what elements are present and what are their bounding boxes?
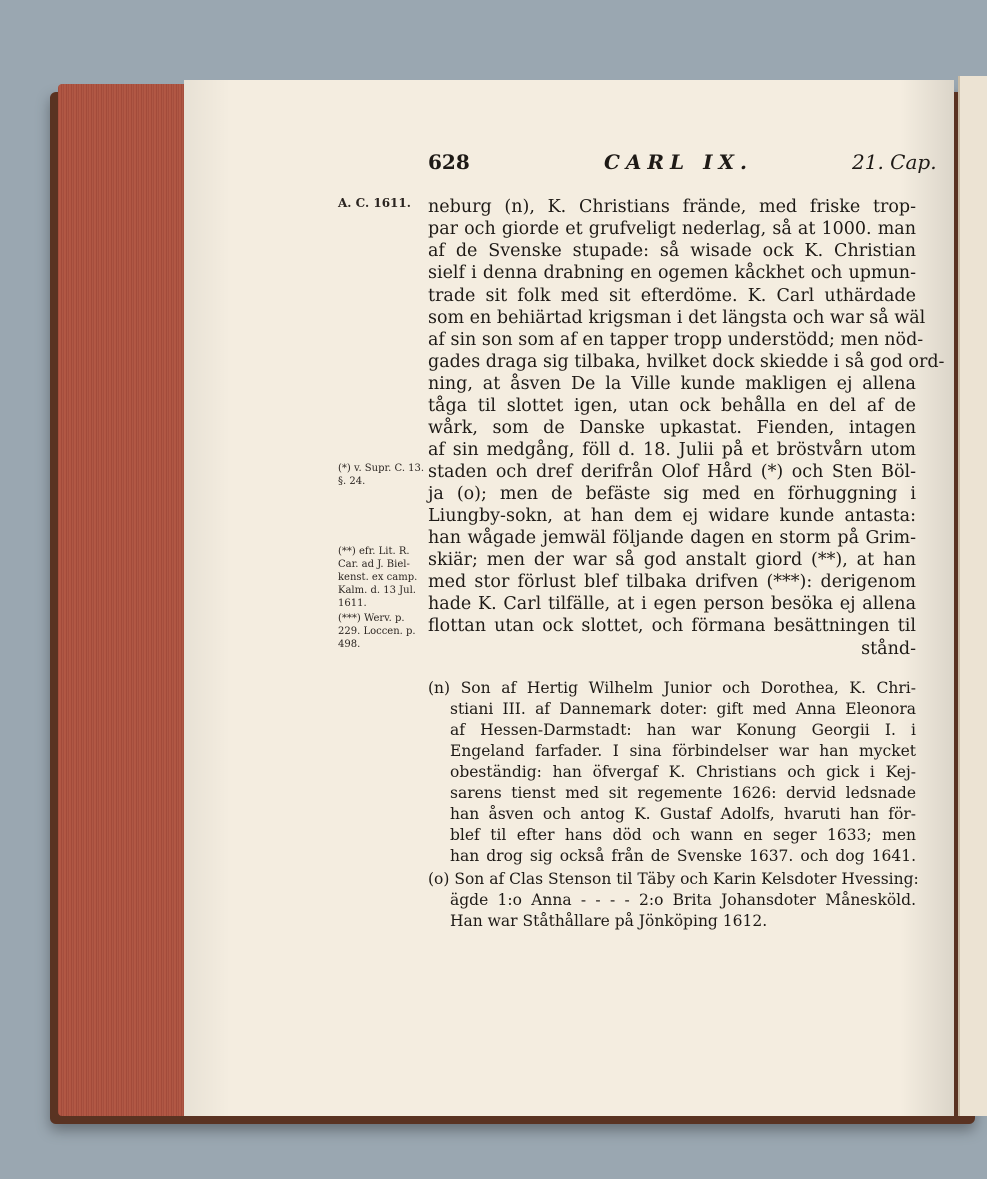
body-line: med stor förlust blef tilbaka drifven (***): derigenom [428, 572, 916, 592]
chapter-label: 21. Cap. [852, 150, 937, 174]
body-line: wårk, som de Danske upkastat. Fienden, intagen [428, 418, 916, 438]
footnote-line: stiani III. af Dannemark doter: gift med Anna Eleonora [450, 700, 916, 718]
footnote-line: Engeland farfader. I sina förbindelser war han mycket [450, 742, 916, 760]
body-line: hade K. Carl tilfälle, at i egen person besöka ej allena [428, 594, 916, 614]
footnote-line: (n) Son af Hertig Wilhelm Junior och Dorothea, K. Chri- [428, 679, 916, 697]
footnote-line: obeständig: han öfvergaf K. Christians och gick i Kej- [450, 763, 916, 781]
body-line: som en behiärtad krigsman i det längsta och war så wäl [428, 308, 926, 328]
page-header [0, 150, 987, 180]
footnote-line: blef til efter hans död och wann en seger 1633; men [450, 826, 916, 844]
body-line: sielf i denna drabning en ogemen kåckhet och upmun- [428, 263, 916, 283]
body-line: flottan utan ock slottet, och förmana besättningen til [428, 616, 916, 636]
body-line: ja (o); men de befäste sig med en förhuggning i [428, 484, 916, 504]
page-edges [58, 84, 186, 1116]
body-line: gades draga sig tilbaka, hvilket dock skiedde i så god ord- [428, 352, 945, 372]
body-line: ning, at åsven De la Ville kunde makligen ej allena [428, 374, 916, 394]
facing-page-edge [958, 76, 987, 1116]
page-number: 628 [428, 150, 470, 174]
catchword: stånd- [861, 639, 916, 659]
body-line: af sin medgång, föll d. 18. Julii på et bröstvårn utom [428, 440, 916, 460]
body-line: af sin son som af en tapper tropp understödd; men nöd- [428, 330, 924, 350]
body-line: par och giorde et grufveligt nederlag, så at 1000. man [428, 219, 916, 239]
margin-note-2: (**) efr. Lit. R. Car. ad J. Biel-kenst. ex camp. Kalm. d. 13 Jul. 1611. [338, 546, 418, 609]
footnote-line: sarens tienst med sit regemente 1626: dervid ledsnade [450, 784, 916, 802]
running-title: CARL IX. [604, 150, 753, 174]
footnote-line: han drog sig också från de Svenske 1637. och dog 1641. [450, 847, 916, 865]
footnote-line: af Hessen-Darmstadt: han war Konung Georgii I. i [450, 721, 916, 739]
body-line: han wågade jemwäl följande dagen en storm på Grim- [428, 528, 916, 548]
footnote-line: han åsven och antog K. Gustaf Adolfs, hvaruti han för- [450, 805, 916, 823]
margin-note-3: (***) Werv. p. 229. Loccen. p. 498. [338, 613, 416, 650]
body-line: neburg (n), K. Christians frände, med friske trop- [428, 197, 916, 217]
body-line: trade sit folk med sit efterdöme. K. Carl uthärdade [428, 286, 916, 306]
body-line: af de Svenske stupade: så wisade ock K. Christian [428, 241, 916, 261]
margin-note-1: (*) v. Supr. C. 13. §. 24. [338, 463, 425, 487]
footnote-line: Han war Ståthållare på Jönköping 1612. [450, 912, 768, 930]
margin-date: A. C. 1611. [338, 196, 411, 210]
body-line: skiär; men der war så god anstalt giord (**), at han [428, 550, 916, 570]
footnote-line: (o) Son af Clas Stenson til Täby och Karin Kelsdoter Hvessing: [428, 870, 919, 888]
body-line: tåga til slottet igen, utan ock behålla en del af de [428, 396, 916, 416]
footnote-line: ägde 1:o Anna - - - - 2:o Brita Johansdoter Månesköld. [450, 891, 916, 909]
body-line: Liungby-sokn, at han dem ej widare kunde antasta: [428, 506, 916, 526]
body-line: staden och dref derifrån Olof Hård (*) och Sten Böl- [428, 462, 916, 482]
